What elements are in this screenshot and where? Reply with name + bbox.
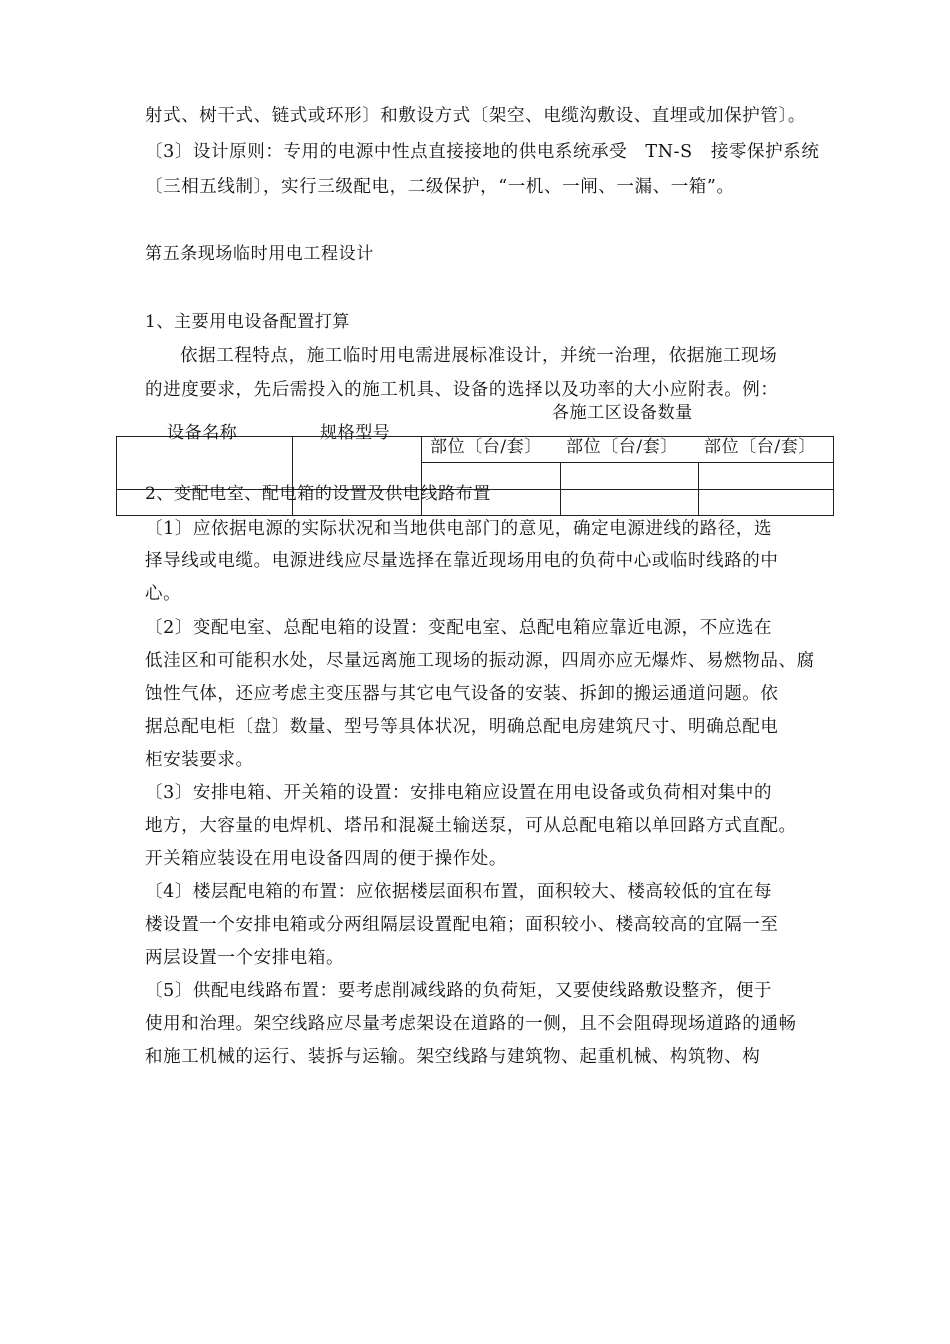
paragraph-line: 和施工机械的运行、装拆与运输。架空线路与建筑物、起重机械、构筑物、构 — [145, 1047, 761, 1067]
table-border — [116, 436, 117, 516]
paragraph-line: 蚀性气体，还应考虑主变压器与其它电气设备的安装、拆卸的搬运通道问题。依 — [145, 684, 779, 704]
subsection-title: 1、主要用电设备配置打算 — [145, 312, 351, 332]
section-title: 第五条现场临时用电工程设计 — [145, 244, 374, 264]
paragraph-line: 据总配电柜〔盘〕数量、型号等具体状况，明确总配电房建筑尺寸、明确总配电 — [145, 717, 779, 737]
paragraph-line: 地方，大容量的电焊机、塔吊和混凝土输送泵，可从总配电箱以单回路方式直配。 — [145, 816, 797, 836]
paragraph-line: 两层设置一个安排电箱。 — [145, 948, 345, 968]
table-header-group: 各施工区设备数量 — [552, 403, 693, 423]
paragraph-line: 楼设置一个安排电箱或分两组隔层设置配电箱；面积较小、楼高较高的宜隔一至 — [145, 915, 779, 935]
paragraph-line: 低洼区和可能积水处，尽量远离施工现场的振动源，四周亦应无爆炸、易燃物品、腐 — [145, 651, 815, 671]
paragraph-line: 〔5〕供配电线路布置：要考虑削减线路的负荷矩，又要使线路敷设整齐，便于 — [145, 981, 773, 1001]
paragraph-line: 依据工程特点，施工临时用电需进展标准设计，并统一治理，依据施工现场 — [180, 346, 778, 366]
paragraph-line: 〔2〕变配电室、总配电箱的设置：变配电室、总配电箱应靠近电源，不应选在 — [145, 618, 773, 638]
text-line: 〔三相五线制〕，实行三级配电，二级保护，“一机、一闸、一漏、一箱”。 — [145, 177, 735, 197]
table-border — [698, 462, 699, 516]
table-border — [116, 515, 834, 516]
table-subheader: 部位〔台/套〕 — [704, 437, 816, 457]
table-subheader: 部位〔台/套〕 — [566, 437, 678, 457]
subsection-title: 2、变配电室、配电箱的设置及供电线路布置 — [145, 484, 491, 504]
paragraph-line: 〔3〕安排电箱、开关箱的设置：安排电箱应设置在用电设备或负荷相对集中的 — [145, 783, 773, 803]
paragraph-line: 择导线或电缆。电源进线应尽量选择在靠近现场用电的负荷中心或临时线路的中 — [145, 551, 779, 571]
paragraph-line: 使用和治理。架空线路应尽量考虑架设在道路的一侧，且不会阻碍现场道路的通畅 — [145, 1014, 797, 1034]
text-line: 射式、树干式、链式或环形〕和敷设方式〔架空、电缆沟敷设、直埋或加保护管〕。 — [145, 106, 806, 126]
text-line: 〔3〕设计原则：专用的电源中性点直接接地的供电系统承受 TN-S 接零保护系统 — [145, 142, 820, 162]
paragraph-line: 〔4〕楼层配电箱的布置：应依据楼层面积布置，面积较大、楼高较低的宜在每 — [145, 882, 773, 902]
paragraph-line: 心。 — [145, 584, 182, 604]
table-header-spec-model: 规格型号 — [320, 423, 391, 443]
table-border — [421, 462, 834, 463]
table-header-device-name: 设备名称 — [167, 423, 238, 443]
table-subheader: 部位〔台/套〕 — [430, 437, 542, 457]
paragraph-line: 〔1〕应依据电源的实际状况和当地供电部门的意见，确定电源进线的路径，选 — [145, 519, 773, 539]
table-border — [833, 436, 834, 516]
paragraph-line: 开关箱应装设在用电设备四周的便于操作处。 — [145, 849, 507, 869]
paragraph-line: 柜安装要求。 — [145, 750, 254, 770]
paragraph-line: 的进度要求，先后需投入的施工机具、设备的选择以及功率的大小应附表。例： — [145, 380, 779, 400]
table-border — [560, 462, 561, 516]
